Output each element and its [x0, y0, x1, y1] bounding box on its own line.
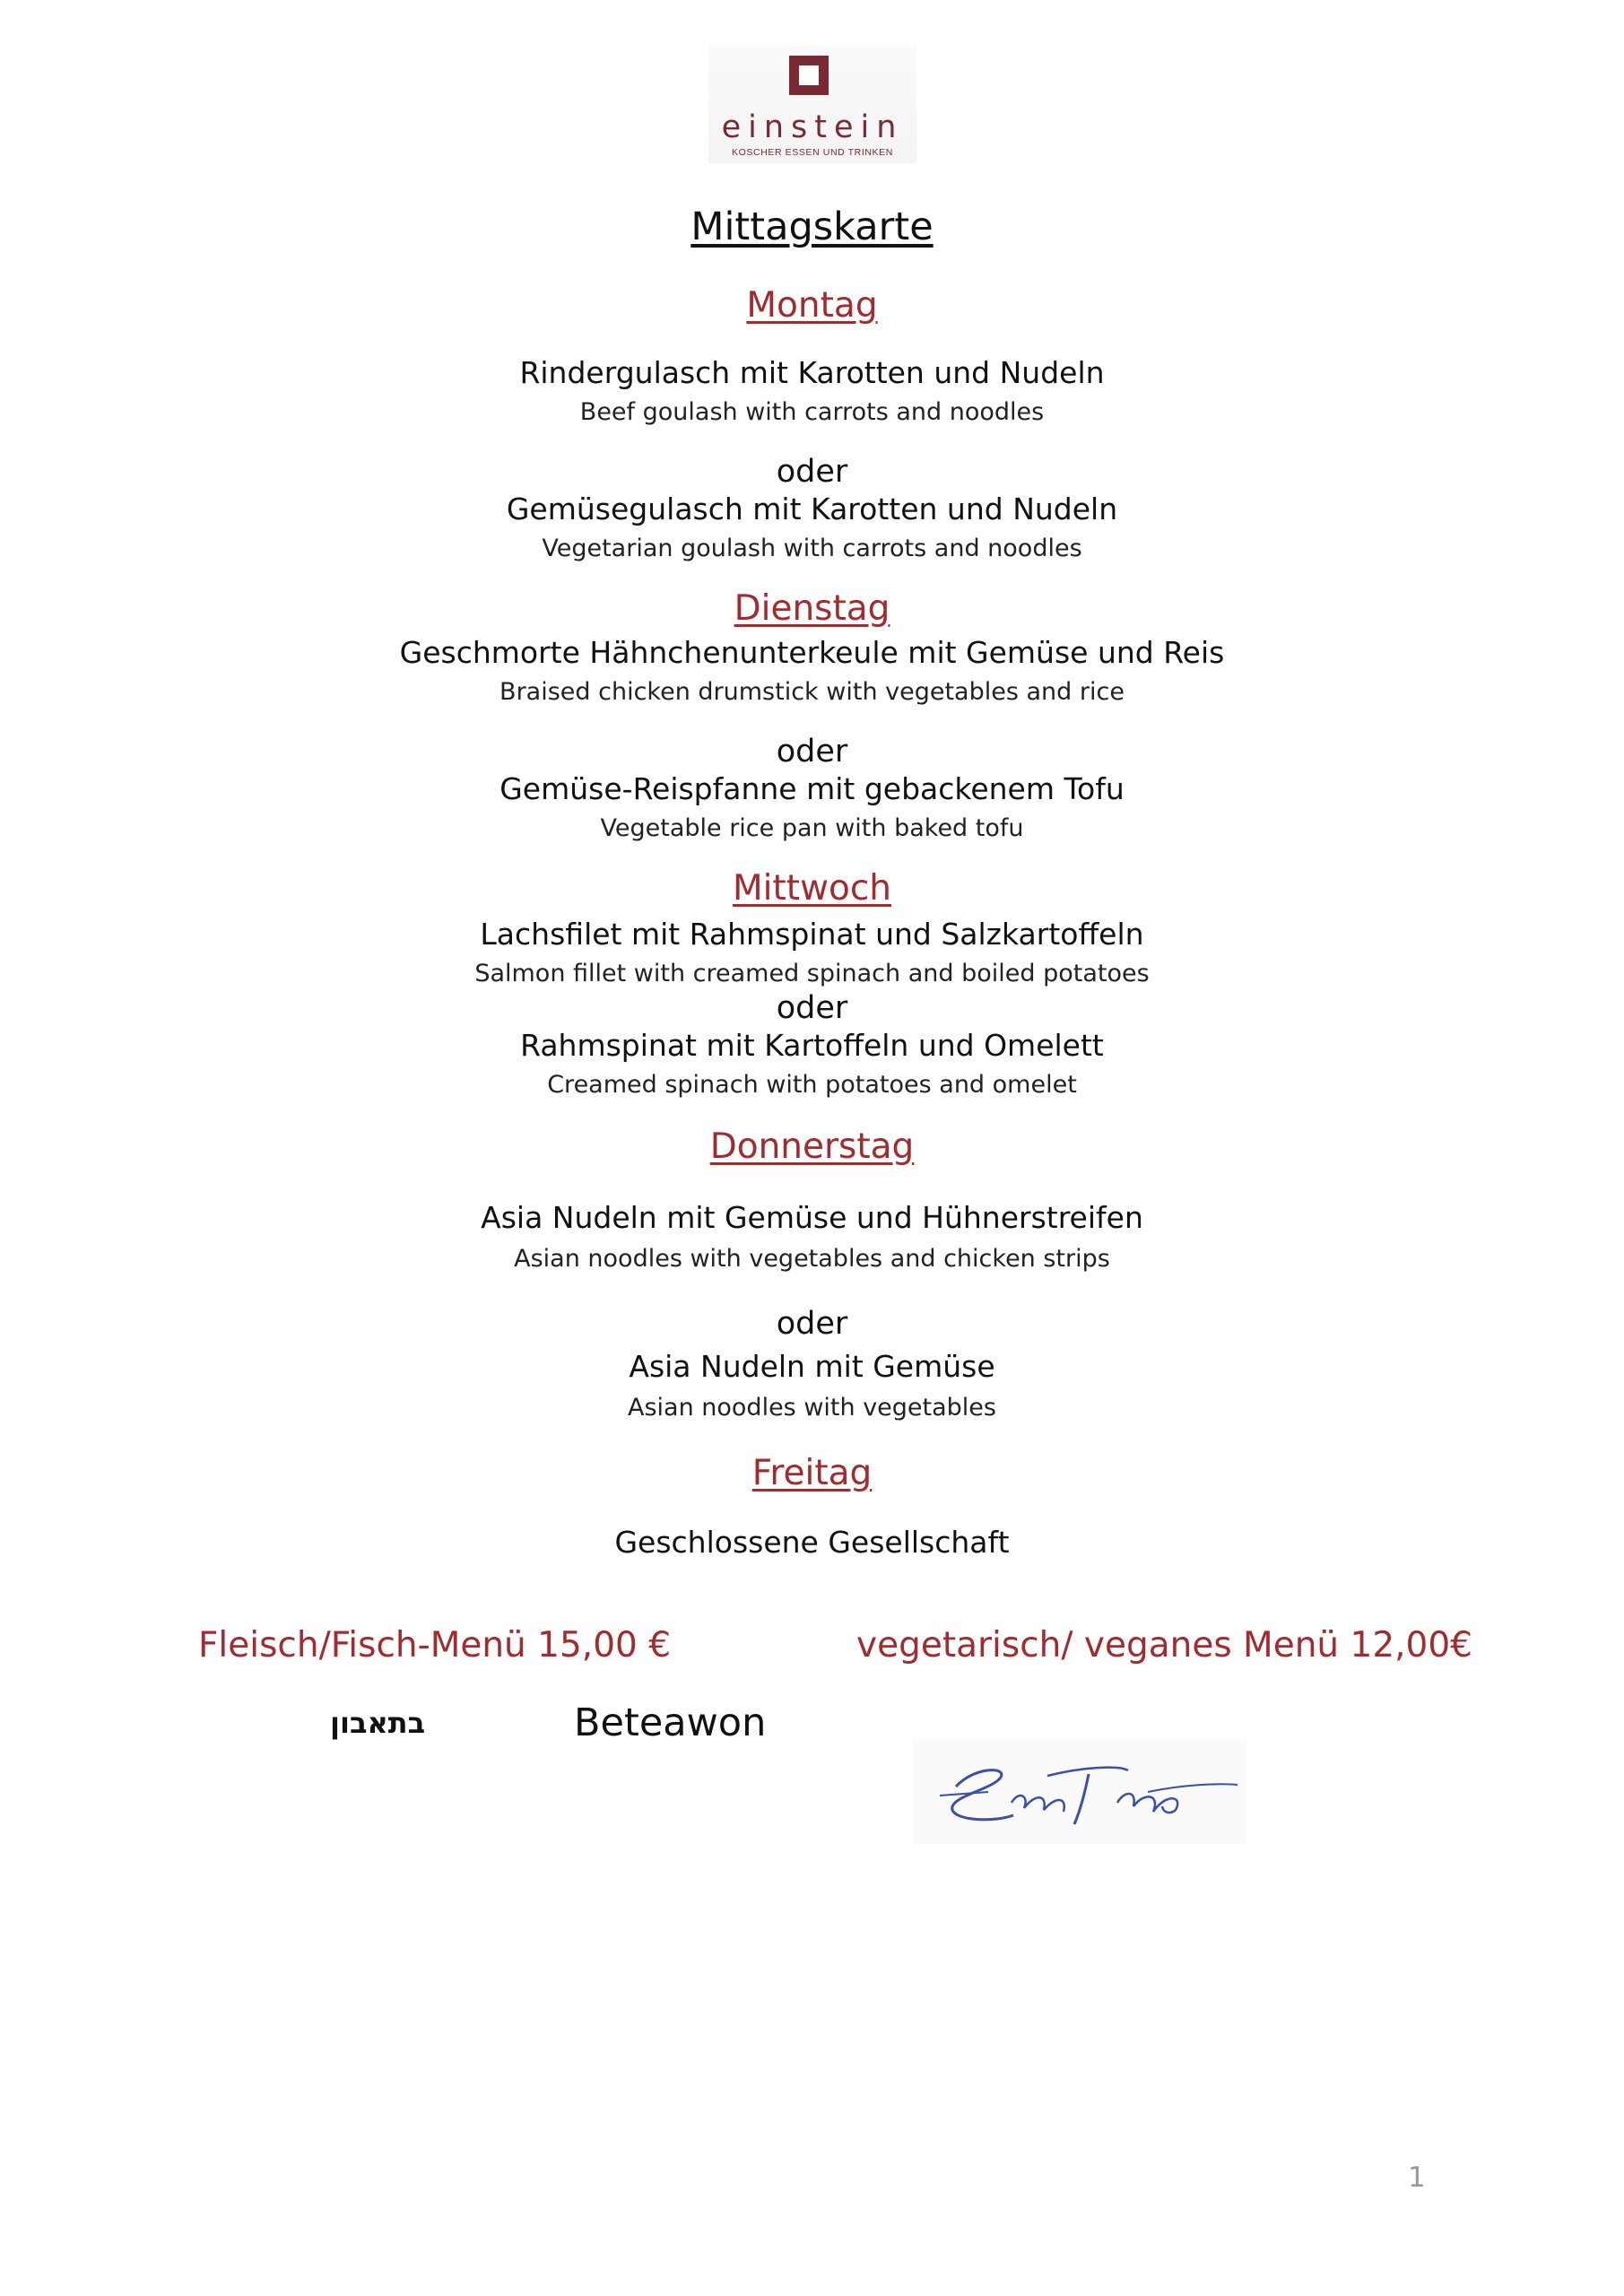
menu-title: Mittagskarte: [690, 204, 934, 249]
separator-oder: oder: [776, 734, 848, 770]
dish-montag-1: Rindergulasch mit Karotten und Nudeln: [519, 355, 1105, 390]
dish-translation-mittwoch-1: Salmon fillet with creamed spinach and boiled potatoes: [474, 960, 1150, 987]
dish-translation-montag-2: Vegetarian goulash with carrots and noodles: [542, 535, 1082, 562]
dish-dienstag-2: Gemüse-Reispfanne mit gebackenem Tofu: [499, 771, 1125, 806]
handwritten-signature: [913, 1740, 1246, 1844]
dish-mittwoch-1: Lachsfilet mit Rahmspinat und Salzkartoffeln: [480, 917, 1144, 952]
price-vegetarian: vegetarisch/ veganes Menü 12,00€: [856, 1625, 1472, 1665]
logo-tagline: KOSCHER ESSEN UND TRINKEN: [732, 147, 893, 158]
day-heading-mittwoch: Mittwoch: [733, 868, 891, 909]
closing-latin: Beteawon: [574, 1700, 767, 1745]
dish-translation-donnerstag-2: Asian noodles with vegetables: [628, 1394, 996, 1422]
dish-translation-dienstag-2: Vegetable rice pan with baked tofu: [600, 814, 1024, 842]
dish-translation-dienstag-1: Braised chicken drumstick with vegetables and rice: [499, 678, 1125, 706]
price-meat-fish: Fleisch/Fisch-Menü 15,00 €: [198, 1625, 672, 1665]
logo-square-icon: [789, 56, 829, 95]
dish-mittwoch-2: Rahmspinat mit Kartoffeln und Omelett: [520, 1028, 1104, 1063]
dish-translation-donnerstag-1: Asian noodles with vegetables and chicken strips: [514, 1245, 1110, 1273]
dish-montag-2: Gemüsegulasch mit Karotten und Nudeln: [506, 491, 1118, 526]
page-number: 1: [1408, 2161, 1426, 2194]
closing-hebrew: בתאבון: [330, 1706, 426, 1740]
separator-oder: oder: [776, 454, 848, 490]
dish-dienstag-1: Geschmorte Hähnchenunterkeule mit Gemüse und Reis: [399, 635, 1225, 670]
dish-translation-mittwoch-2: Creamed spinach with potatoes and omelet: [547, 1071, 1077, 1099]
dish-donnerstag-1: Asia Nudeln mit Gemüse und Hühnerstreifen: [481, 1200, 1143, 1235]
dish-donnerstag-2: Asia Nudeln mit Gemüse: [629, 1349, 995, 1384]
logo-wordmark: einstein: [721, 109, 904, 145]
dish-translation-montag-1: Beef goulash with carrots and noodles: [579, 398, 1045, 426]
restaurant-logo: [708, 47, 916, 163]
separator-oder: oder: [776, 1306, 848, 1342]
day-heading-montag: Montag: [746, 285, 878, 326]
separator-oder: oder: [776, 990, 848, 1026]
day-heading-freitag: Freitag: [751, 1453, 873, 1493]
day-heading-dienstag: Dienstag: [734, 588, 890, 629]
freitag-note: Geschlossene Gesellschaft: [614, 1525, 1010, 1560]
day-heading-donnerstag: Donnerstag: [709, 1126, 915, 1167]
